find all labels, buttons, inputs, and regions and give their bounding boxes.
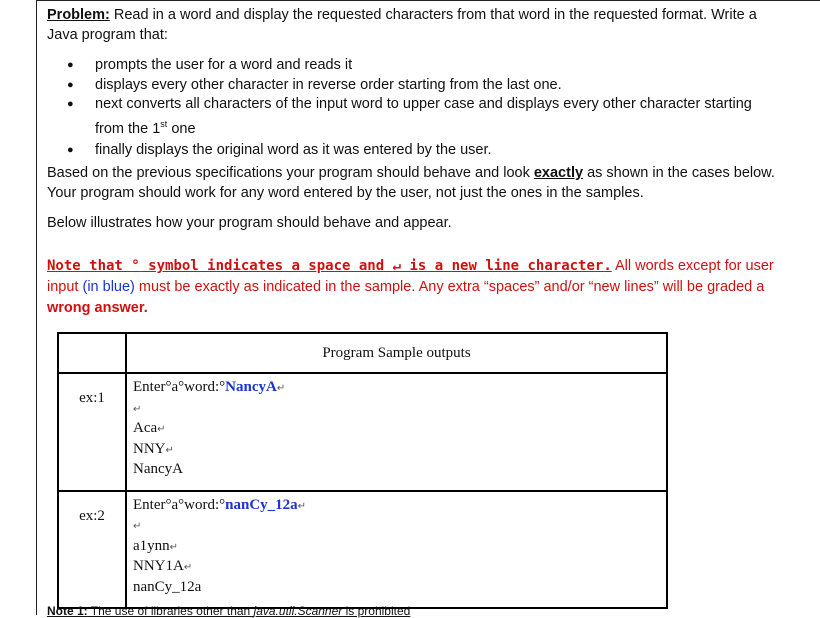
problem-statement bbox=[47, 6, 757, 24]
list-item bbox=[64, 95, 784, 139]
list-item: ● prompts the user for a word and reads it bbox=[64, 56, 784, 76]
prompt-text: Enter°a°word:° bbox=[133, 379, 226, 395]
table-row bbox=[58, 491, 667, 609]
page-border-top bbox=[36, 0, 820, 1]
illustration-intro: Below illustrates how your program should behave and appear. bbox=[47, 215, 452, 231]
space-symbol: ° bbox=[131, 258, 140, 274]
output-line bbox=[133, 419, 666, 440]
wrong-answer-text: wrong answer. bbox=[47, 300, 148, 316]
exactly-emphasis: exactly bbox=[533, 165, 584, 181]
requirements-list bbox=[64, 56, 784, 160]
problem-label: Problem: bbox=[47, 7, 110, 23]
note-heading-2: symbol indicates a space and bbox=[139, 258, 393, 274]
problem-text: Read in a word and display the requested characters from that word in the requested format. Write a bbox=[109, 7, 757, 23]
table-header: Program Sample outputs bbox=[126, 333, 667, 373]
output-text: NNY1A bbox=[133, 558, 184, 574]
footnote-text: The use of libraries other than bbox=[87, 604, 254, 618]
list-item: ● finally displays the original word as it was entered by the user. bbox=[64, 141, 784, 161]
table-header-row bbox=[58, 333, 667, 373]
prompt-line bbox=[133, 496, 666, 517]
newline-symbol: ↵ bbox=[392, 258, 402, 274]
user-input: nanCy_12a bbox=[225, 496, 298, 513]
spec-paragraph-line2: Your program should work for any word entered by the user, not just the ones in the samples. bbox=[47, 185, 644, 201]
note-paragraph bbox=[47, 256, 787, 319]
newline-mark: ↵ bbox=[297, 500, 307, 512]
output-line bbox=[133, 537, 666, 558]
note-heading-3: is a new line character. bbox=[401, 258, 612, 274]
footnote bbox=[47, 604, 410, 618]
newline-mark: ↵ bbox=[276, 383, 286, 394]
example-label: ex:1 bbox=[79, 390, 105, 406]
output-line bbox=[133, 557, 666, 578]
newline-mark: ↵ bbox=[183, 562, 193, 573]
note-text-2: must be exactly as indicated in the sample. Any extra “spaces” and/or “new lines” will be graded a bbox=[134, 279, 765, 295]
prompt-line bbox=[133, 378, 666, 399]
newline-mark: ↵ bbox=[133, 521, 142, 532]
user-input: NancyA bbox=[225, 379, 277, 395]
table-row bbox=[58, 373, 667, 491]
page-border-left bbox=[36, 0, 37, 615]
spec-text-tail: as shown in the cases below. bbox=[583, 165, 775, 181]
newline-mark: ↵ bbox=[157, 424, 166, 435]
problem-statement-line2: Java program that: bbox=[47, 27, 168, 43]
ordinal-suffix: st bbox=[160, 118, 168, 129]
spec-paragraph bbox=[47, 164, 775, 182]
footnote-library: java.util.Scanner bbox=[253, 604, 343, 618]
example-output-cell bbox=[126, 373, 667, 491]
sample-output-table bbox=[57, 332, 668, 609]
footnote-label: Note 1: bbox=[47, 604, 88, 618]
example-label-cell bbox=[58, 373, 126, 491]
example-output-cell bbox=[126, 491, 667, 609]
output-text: NNY bbox=[133, 440, 166, 457]
output-text: a1ynn bbox=[133, 537, 170, 554]
example-label-cell bbox=[58, 491, 126, 609]
blank-line bbox=[133, 399, 666, 420]
newline-mark: ↵ bbox=[133, 403, 142, 415]
note-text: All words except for user input bbox=[47, 258, 774, 295]
newline-mark: ↵ bbox=[169, 541, 179, 553]
output-line: nanCy_12a bbox=[133, 578, 202, 595]
output-line: NancyA bbox=[133, 461, 183, 477]
newline-mark: ↵ bbox=[165, 444, 174, 456]
output-text: Aca bbox=[133, 420, 158, 436]
output-line bbox=[133, 440, 666, 461]
example-label: ex:2 bbox=[79, 507, 105, 524]
note-heading: Note that bbox=[47, 258, 132, 274]
in-blue-text: (in blue) bbox=[82, 279, 135, 295]
footnote-tail: is prohibited bbox=[342, 604, 411, 618]
table-header-empty bbox=[58, 333, 126, 373]
spec-text: Based on the previous specifications your program should behave and look bbox=[47, 165, 534, 181]
blank-line bbox=[133, 516, 666, 537]
prompt-text: Enter°a°word:° bbox=[133, 496, 226, 513]
list-item-text: next converts all characters of the input word to upper case and displays every other character starting from the 1 bbox=[95, 96, 752, 137]
list-item-tail: one bbox=[167, 120, 196, 137]
list-item: ● displays every other character in reverse order starting from the last one. bbox=[64, 76, 784, 96]
